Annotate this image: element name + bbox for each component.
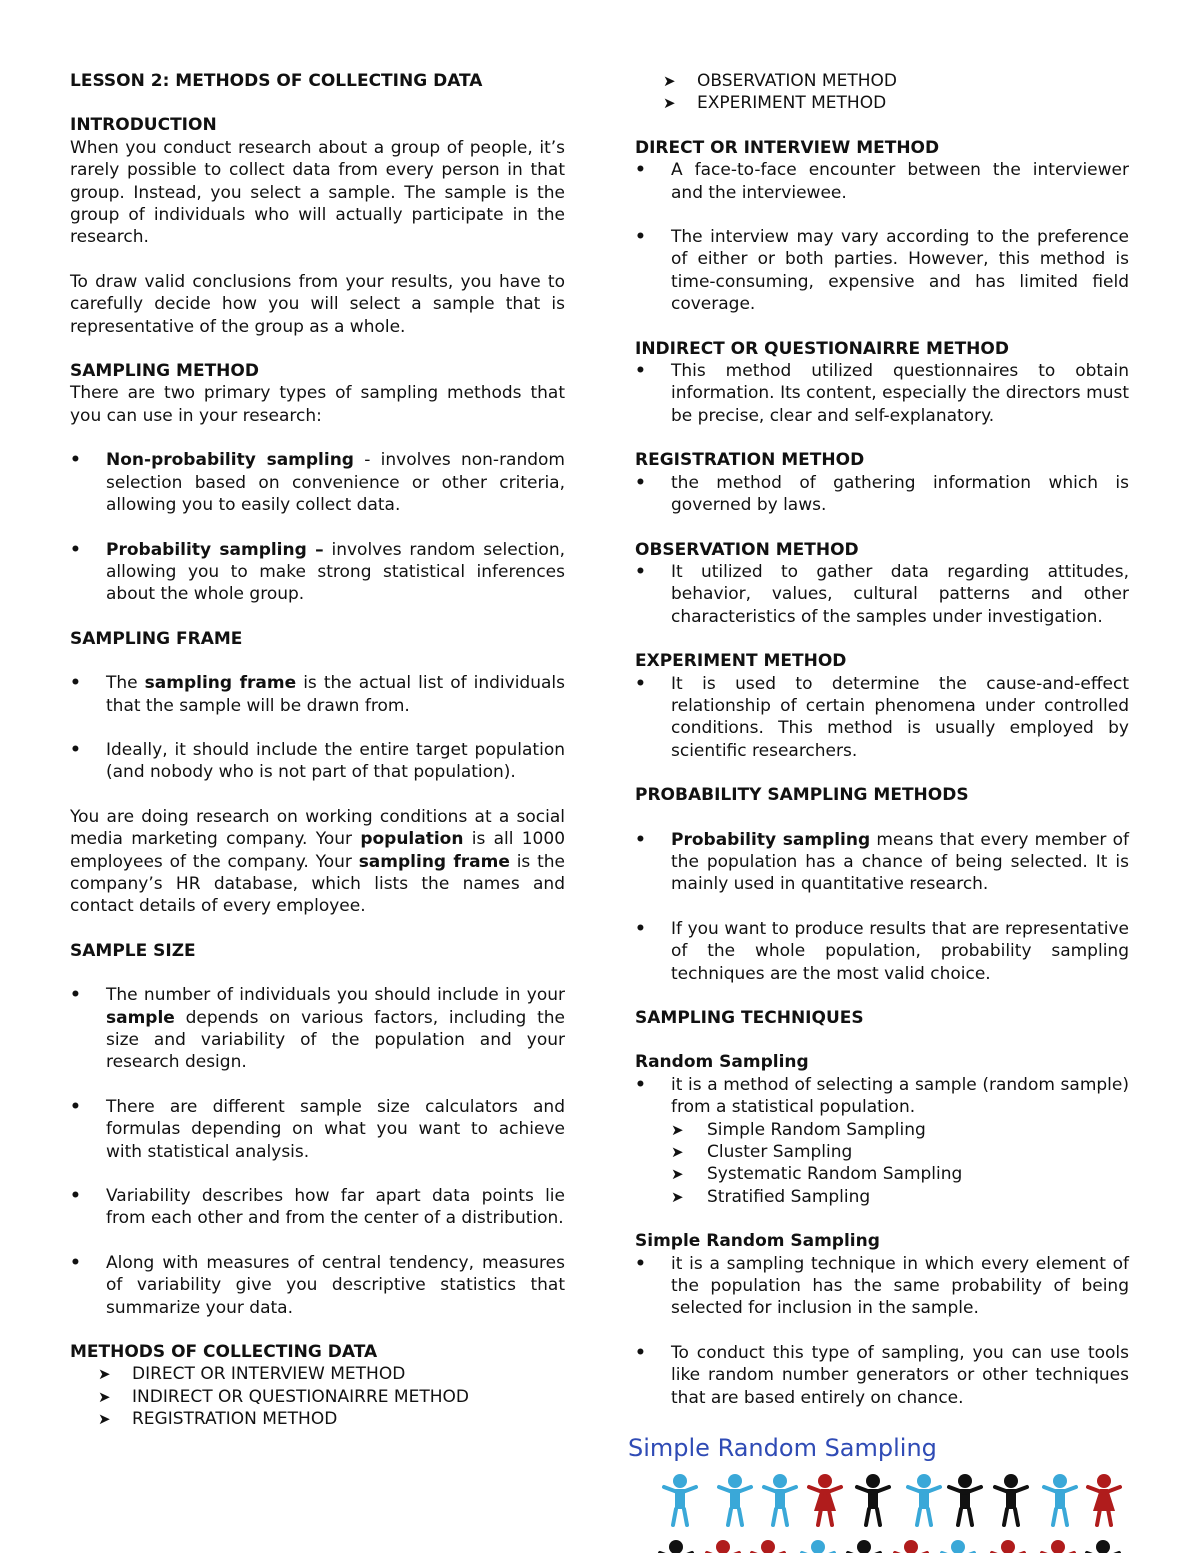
experiment-method-list [635, 673, 1129, 763]
simple-random-sampling-figure [628, 1433, 1128, 1553]
direct-method-heading: DIRECT OR INTERVIEW METHOD [635, 137, 940, 158]
text: is the actual list of individuals that the sample will be drawn from. [106, 673, 565, 716]
list-item: • If you want to produce results that are representative of the whole population, probability sampling techniques are the most valid choice. [635, 918, 1129, 985]
random-sampling-list [635, 1074, 1129, 1119]
term: Non-probability sampling [106, 450, 354, 471]
term: Probability sampling – [106, 539, 324, 560]
list-item: • A face-to-face encounter between the interviewer and the interviewee. [635, 159, 1129, 204]
list-item: • It utilized to gather data regarding attitudes, behavior, values, cultural patterns and other characteristics of the samples under investigation. [635, 561, 1129, 628]
person-icon [719, 1474, 751, 1525]
list-item: ➤ EXPERIMENT METHOD [635, 92, 1129, 114]
list-item: • To conduct this type of sampling, you can use tools like random number generators or other techniques that are based entirely on chance. [635, 1342, 1129, 1409]
sampling-frame-heading: SAMPLING FRAME [70, 628, 243, 649]
definition: involves random selection, allowing you to make strong statistical inferences about the whole group. [106, 539, 566, 605]
text: is all 1000 employees of the company. Your [70, 829, 566, 872]
list-item: ➤ Systematic Random Sampling [635, 1163, 1129, 1185]
introduction-paragraph-1: When you conduct research about a group of people, it’s rarely possible to collect data from every person in that group. Instead, you select a sample. The sample is the group of individuals who will actually participate in the research. [70, 137, 565, 248]
list-item: ➤ Cluster Sampling [635, 1141, 1129, 1163]
registration-method-heading: REGISTRATION METHOD [635, 450, 865, 471]
list-item: ➤ INDIRECT OR QUESTIONAIRRE METHOD [70, 1386, 565, 1408]
person-icon [949, 1474, 981, 1525]
text: is the company’s HR database, which lists the names and contact details of every employee. [70, 851, 565, 917]
random-sampling-heading: Random Sampling [635, 1052, 809, 1073]
sampling-method-paragraph: There are two primary types of sampling methods that you can use in your research: [70, 383, 565, 426]
left-column [70, 70, 565, 1431]
list-item: ➤ REGISTRATION METHOD [70, 1408, 565, 1430]
term: Probability sampling [671, 829, 871, 850]
lesson-title: LESSON 2: METHODS OF COLLECTING DATA [70, 71, 483, 91]
list-item: • It is used to determine the cause-and-effect relationship of certain phenomena under controlled conditions. This method is usually employed by scientific researchers. [635, 673, 1129, 763]
person-icon [660, 1540, 692, 1553]
term: sample [106, 1007, 175, 1028]
sampling-method-heading: SAMPLING METHOD [70, 361, 259, 382]
methods-heading: METHODS OF COLLECTING DATA [70, 1342, 378, 1363]
definition: - involves non-random selection based on convenience or other criteria, allowing you to easily collect data. [106, 450, 565, 516]
person-icon [764, 1474, 796, 1525]
person-icon [995, 1474, 1027, 1525]
sample-size-heading: SAMPLE SIZE [70, 940, 196, 961]
probability-methods-heading: PROBABILITY SAMPLING METHODS [635, 785, 969, 806]
list-item [70, 672, 565, 717]
text: depends on various factors, including the size and variability of the population and your research design. [106, 1007, 565, 1073]
list-item: ➤ DIRECT OR INTERVIEW METHOD [70, 1363, 565, 1385]
introduction-paragraph-2: To draw valid conclusions from your results, you have to carefully decide how you will select a sample that is representative of the group as a whole. [70, 271, 565, 337]
registration-method-list [635, 472, 1129, 517]
list-item: ➤ Simple Random Sampling [635, 1119, 1129, 1141]
sample-size-list [70, 984, 565, 1319]
text: You are doing research on working conditions at a social media marketing company. Your [70, 806, 565, 850]
list-item: • Variability describes how far apart data points lie from each other and from the center of a distribution. [70, 1185, 565, 1230]
person-icon [664, 1474, 696, 1525]
introduction-heading: INTRODUCTION [70, 115, 217, 136]
sampling-techniques-heading: SAMPLING TECHNIQUES [635, 1008, 864, 1028]
term: sampling frame [144, 673, 297, 694]
person-icon [802, 1540, 834, 1553]
right-column [635, 70, 1129, 1409]
term: sampling frame [358, 851, 510, 872]
person-icon [1042, 1540, 1074, 1553]
list-item: • The interview may vary according to the preference of either or both parties. However, this method is time-consuming, expensive and has limited field coverage. [635, 226, 1129, 316]
list-item [70, 449, 565, 516]
direct-method-list [635, 159, 1129, 315]
person-icon [992, 1540, 1024, 1553]
list-item: • it is a method of selecting a sample (random sample) from a statistical population. [635, 1074, 1129, 1119]
person-icon [848, 1540, 880, 1553]
list-item [635, 829, 1129, 896]
list-item [70, 984, 565, 1074]
person-icon [707, 1540, 739, 1553]
list-item: • Ideally, it should include the entire target population (and nobody who is not part of that population). [70, 739, 565, 784]
figure-title: Simple Random Sampling [628, 1434, 937, 1462]
simple-random-sampling-heading: Simple Random Sampling [635, 1231, 880, 1252]
indirect-method-heading: INDIRECT OR QUESTIONAIRRE METHOD [635, 338, 1009, 359]
list-item: ➤ Stratified Sampling [635, 1186, 1129, 1208]
list-item: • Along with measures of central tendency, measures of variability give you descriptive statistics that summarize your data. [70, 1252, 565, 1319]
list-item: • There are different sample size calculators and formulas depending on what you want to achieve with statistical analysis. [70, 1096, 565, 1163]
list-item: • it is a sampling technique in which every element of the population has the same probability of being selected for inclusion in the sample. [635, 1253, 1129, 1320]
probability-methods-list [635, 829, 1129, 985]
people-illustration [628, 1463, 1128, 1553]
term: population [360, 829, 464, 850]
person-icon [1044, 1474, 1076, 1525]
sampling-method-list [70, 449, 565, 605]
observation-method-heading: OBSERVATION METHOD [635, 539, 859, 560]
person-icon [1087, 1540, 1119, 1553]
list-item: ➤ OBSERVATION METHOD [635, 70, 1129, 92]
person-icon [895, 1540, 927, 1553]
random-sampling-sublist [635, 1119, 1129, 1209]
person-icon [809, 1474, 841, 1525]
simple-random-sampling-list [635, 1253, 1129, 1409]
list-item: • This method utilized questionnaires to obtain information. Its content, especially the directors must be precise, clear and self-explanatory. [635, 360, 1129, 427]
person-icon [908, 1474, 940, 1525]
observation-method-list [635, 561, 1129, 628]
person-icon [752, 1540, 784, 1553]
text: The [106, 673, 145, 694]
sampling-frame-list [70, 672, 565, 784]
methods-list [70, 1363, 565, 1430]
list-item [70, 539, 565, 606]
text: means that every member of the population has a chance of being selected. It is mainly used in quantitative research. [671, 829, 1130, 895]
example-paragraph [70, 806, 565, 918]
person-icon [1088, 1474, 1120, 1525]
person-icon [857, 1474, 889, 1525]
list-item: • the method of gathering information which is governed by laws. [635, 472, 1129, 517]
text: The number of individuals you should include in your [106, 985, 565, 1006]
methods-list-continued [635, 70, 1129, 115]
person-icon [942, 1540, 974, 1553]
experiment-method-heading: EXPERIMENT METHOD [635, 651, 847, 672]
indirect-method-list [635, 360, 1129, 427]
